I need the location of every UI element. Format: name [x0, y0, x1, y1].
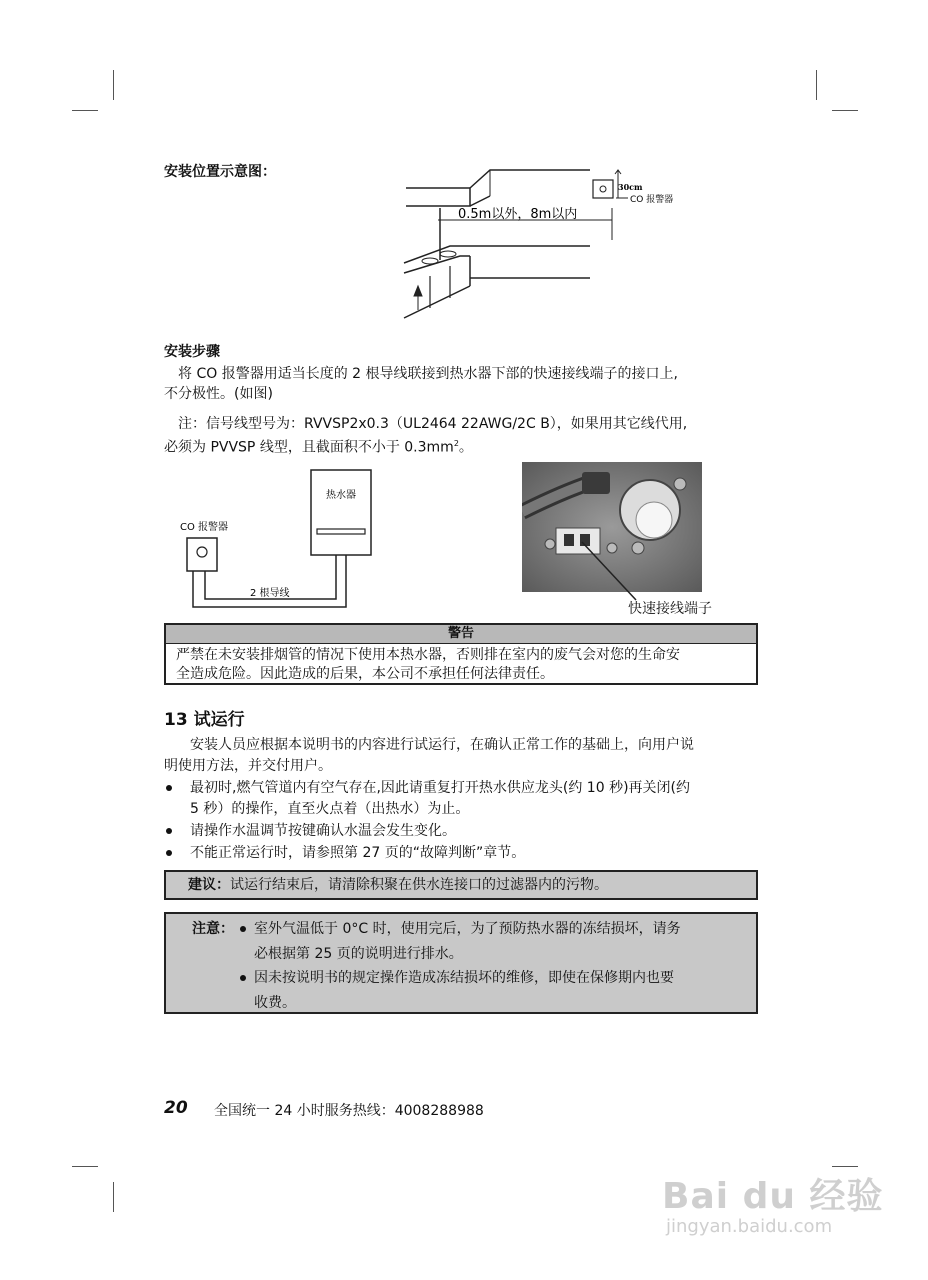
crop-mark: [816, 70, 817, 100]
co-label-top: CO 报警器: [630, 195, 674, 205]
tip-text: 试运行结束后，请清除积聚在供水连接口的过滤器内的污物。: [230, 877, 608, 893]
crop-mark: [832, 110, 858, 111]
trial-intro-line1: 安装人员应根据本说明书的内容进行试运行，在确认正常工作的基础上，向用户说: [190, 737, 694, 753]
warning-title: 警告: [166, 625, 756, 644]
photo-caption: 快速接线端子: [628, 601, 712, 617]
warning-box: [164, 623, 758, 685]
bullet-dot: [166, 828, 172, 834]
bullet-dot: [240, 975, 246, 981]
trial-intro-line2: 明使用方法，并交付用户。: [164, 758, 332, 774]
bullet2: 请操作水温调节按键确认水温会发生变化。: [190, 823, 456, 839]
bullet-dot: [166, 785, 172, 791]
wire-label: 2 根导线: [250, 588, 290, 599]
callout-line: [580, 540, 640, 602]
note-line2: 必须为 PVVSP 线型，且截面积不小于 $0.3mm^2$。: [164, 439, 473, 456]
watermark-url: jingyan.baidu.com: [666, 1216, 833, 1237]
tip-label: 建议：: [188, 877, 230, 893]
caution-box: [164, 912, 758, 1014]
trial-run-heading: 13 试运行: [164, 710, 245, 730]
bullet-dot: [240, 926, 246, 932]
caution-item1-line1: 室外气温低于 0°C 时，使用完后，为了预防热水器的冻结损坏，请务: [254, 921, 681, 937]
crop-mark: [72, 1166, 98, 1167]
page-number: 20: [164, 1098, 188, 1118]
crop-mark: [72, 110, 98, 111]
bullet1-line2: 5 秒）的操作，直至火点着（出热水）为止。: [190, 801, 470, 817]
bullet-dot: [166, 850, 172, 856]
caution-label: 注意：: [192, 921, 234, 937]
note-line1: 注：信号线型号为：RVVSP2x0.3（UL2464 22AWG/2C B），如果用其它线代用,: [178, 416, 688, 432]
warning-line1: 严禁在未安装排烟管的情况下使用本热水器，否则排在室内的废气会对您的生命安: [176, 647, 680, 663]
co-label-wiring: CO 报警器: [180, 522, 229, 533]
caution-item2-line2: 收费。: [254, 995, 296, 1011]
tip-box: [164, 870, 758, 900]
watermark-logo: Bai du 经验: [662, 1176, 884, 1217]
install-steps-heading: 安装步骤: [164, 344, 220, 360]
crop-mark: [832, 1166, 858, 1167]
warning-line2: 全造成危险。因此造成的后果，本公司不承担任何法律责任。: [176, 666, 554, 682]
co-detector-box: [187, 538, 217, 571]
crop-mark: [113, 70, 114, 100]
caution-item2-line1: 因未按说明书的规定操作造成冻结损坏的维修，即使在保修期内也要: [254, 970, 674, 986]
heater-label: 热水器: [326, 490, 356, 501]
bullet1-line1: 最初时,燃气管道内有空气存在,因此请重复打开热水供应龙头(约 10 秒)再关闭(约: [190, 780, 690, 796]
crop-mark: [113, 1182, 114, 1212]
steps-para-line2: 不分极性。(如图): [164, 386, 273, 402]
wiring-diagram: [160, 462, 380, 614]
install-diagram-heading: 安装位置示意图：: [164, 164, 276, 180]
service-hotline: 全国统一 24 小时服务热线：4008288988: [214, 1103, 484, 1119]
distance-label: 0.5m以外，8m以内: [458, 207, 578, 222]
install-location-diagram: [400, 168, 700, 323]
height-label: 30cm: [618, 182, 643, 192]
caution-item1-line2: 必根据第 25 页的说明进行排水。: [254, 946, 463, 962]
water-heater-box: [311, 470, 371, 555]
bullet3: 不能正常运行时，请参照第 27 页的“故障判断”章节。: [190, 845, 526, 861]
steps-para-line1: 将 CO 报警器用适当长度的 2 根导线联接到热水器下部的快速接线端子的接口上,: [178, 366, 678, 382]
